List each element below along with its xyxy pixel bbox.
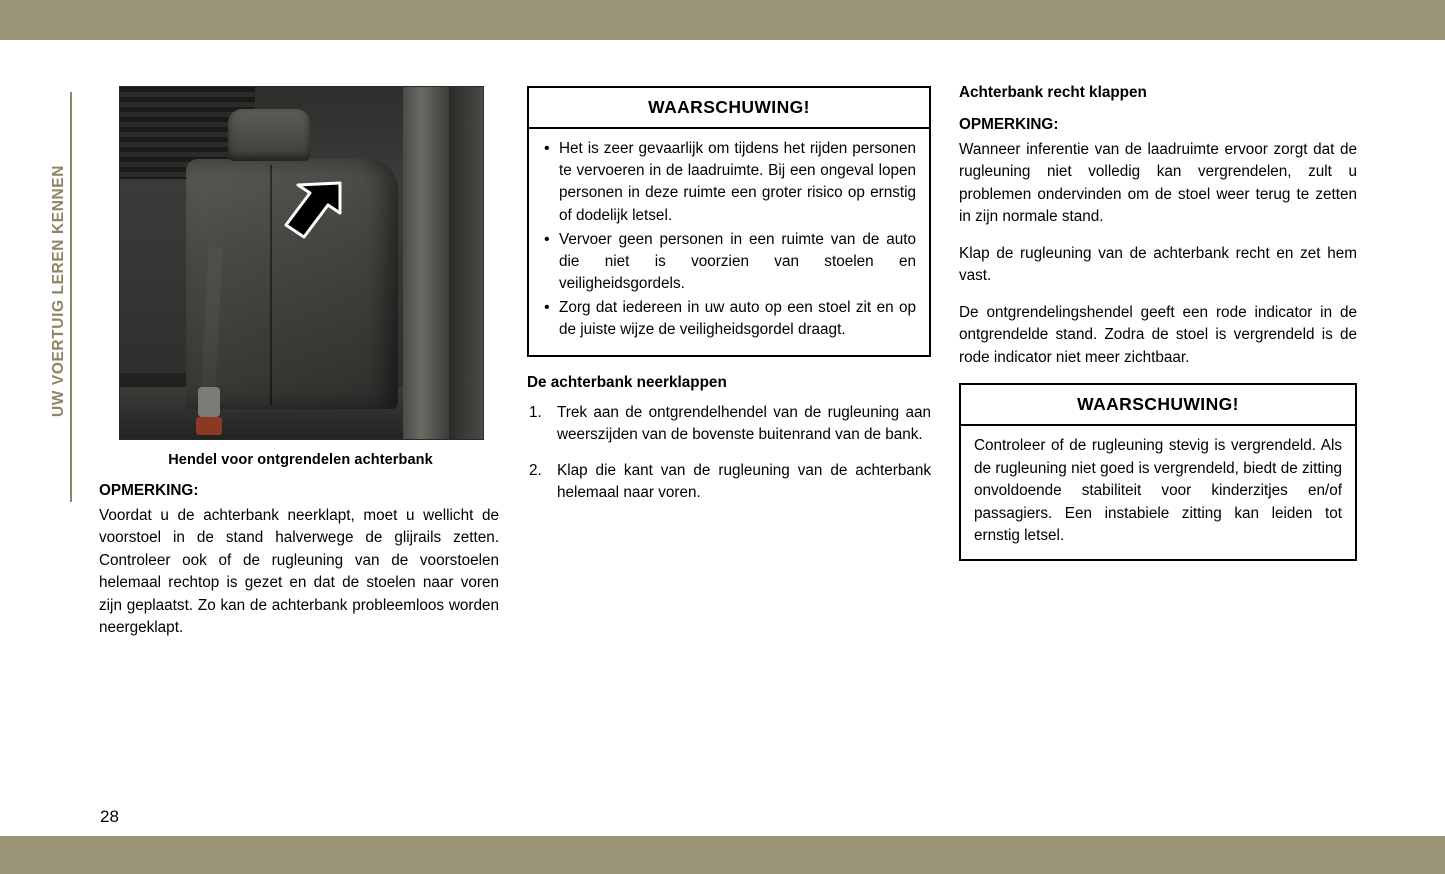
warning-body [961,426,1355,558]
warning-title: WAARSCHUWING! [529,88,929,129]
right-heading: Achterbank recht klappen [959,84,1147,101]
warning-text: Controleer of de rugleuning stevig is vergrendeld. Als de rugleuning niet goed is vergrendeld, biedt de zitting onvoldoende stabiliteit voor kinderzitjes en/of passagiers. Een instabiele zitting kan leiden tot ernstig letsel. [974,437,1342,545]
photo-seat-seam [270,165,272,405]
photo-headrest [228,109,310,161]
right-column [959,84,1357,561]
photo-door-pillar [403,87,449,439]
left-column [99,86,499,654]
right-note-text: Wanneer inferentie van de laadruimte ervoor zorgt dat de rugleuning niet volledig kan vergrendelen, zult u problemen ondervinden om de stoel weer terug te zetten in zijn normale stand. [959,141,1357,226]
warning-list [542,138,916,342]
middle-column [527,86,931,517]
photo-belt-buckle [196,417,222,435]
bottom-band [0,836,1445,874]
list-item: Klap die kant van de rugleuning van de achterbank helemaal naar voren. [557,461,931,501]
right-paragraph-1: Klap de rugleuning van de achterbank recht en zet hem vast. [959,244,1357,285]
page-number: 28 [100,807,119,826]
warning-list-item: • Het is zeer gevaarlijk om tijdens het rijden personen te vervoeren in de laadruimte. Bij een ongeval lopen personen in deze ruimte een groter risico op ernstig of dodelijk letsel. [542,138,916,227]
rear-seat-photo [119,86,484,440]
left-note-text: Voordat u de achterbank neerklapt, moet u wellicht de voorstoel in de stand halverwege de glijrails zetten. Controleer ook of de rugleuning van de voorstoelen helemaal rechtop is gezet en dat de stoelen naar voren zijn geplaatst. Zo kan de achterbank probleemloos worden neergeklapt. [99,507,499,637]
left-note-label: OPMERKING: [99,482,199,499]
warning-body [529,129,929,355]
right-note-label: OPMERKING: [959,116,1059,133]
callout-arrow-icon [278,179,346,247]
fold-down-steps [527,402,931,505]
warning-title: WAARSCHUWING! [961,385,1355,426]
right-paragraph-2: De ontgrendelingshendel geeft een rode indicator in de ontgrendelde stand. Zodra de stoel is vergrendeld is de rode indicator niet meer zichtbaar. [959,303,1357,366]
warning-list-item: • Vervoer geen personen in een ruimte van de auto die niet is voorzien van stoelen en veiligheidsgordels. [542,229,916,296]
warning-box-latch [959,383,1357,560]
warning-list-item: • Zorg dat iedereen in uw auto op een stoel zit en op de juiste wijze de veiligheidsgordel draagt. [542,297,916,341]
side-tab-rule [70,92,72,502]
side-tab-label: UW VOERTUIG LEREN KENNEN [50,164,67,418]
chapter-side-tab [44,92,74,502]
photo-belt-latch [198,387,220,417]
middle-section-heading: De achterbank neerklappen [527,373,727,391]
photo-door-panel [449,87,483,439]
list-item: Trek aan de ontgrendelhendel van de rugleuning aan weerszijden van de bovenste buitenrand van de bank. [557,403,931,444]
warning-box-cargo [527,86,931,357]
top-band [0,0,1445,40]
figure-caption: Hendel voor ontgrendelen achterbank [168,452,433,468]
